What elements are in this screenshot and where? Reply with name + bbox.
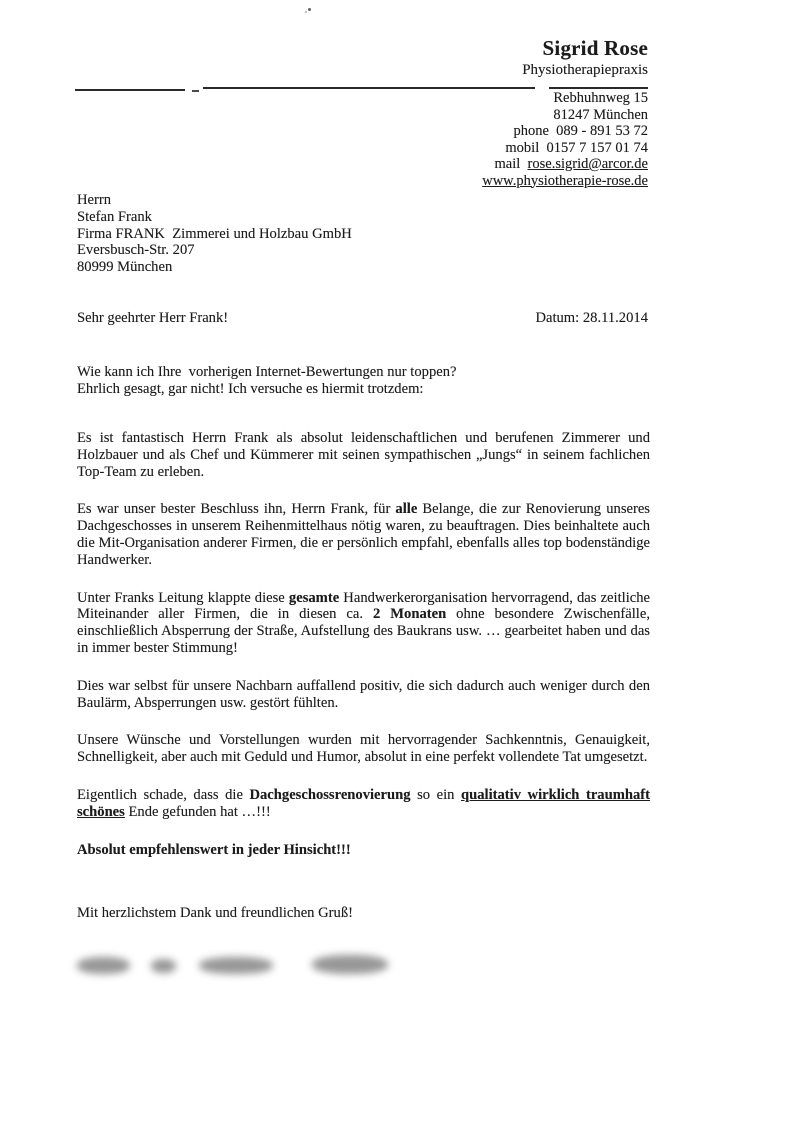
mobile-label: mobil bbox=[505, 139, 540, 156]
text-segment: Ende gefunden hat …!!! bbox=[124, 803, 271, 820]
text-segment: Unter Franks Leitung klappte diese bbox=[77, 589, 289, 606]
paragraph bbox=[77, 732, 650, 766]
recipient-line: Eversbusch-Str. 207 bbox=[77, 242, 195, 259]
text-segment: gesamte bbox=[288, 589, 340, 606]
paragraph bbox=[77, 590, 650, 657]
text-segment: Es war unser bester Beschluss ihn, Herrn Frank, für bbox=[77, 501, 396, 518]
signature-stroke bbox=[199, 957, 273, 974]
paragraph bbox=[77, 787, 650, 821]
rule-segment bbox=[75, 89, 185, 91]
mail-label: mail bbox=[494, 156, 521, 172]
recipient-line: Herrn bbox=[77, 192, 112, 208]
date-line: Datum: 28.11.2014 bbox=[535, 310, 648, 326]
text-segment: Belange, die zur Renovierung unseres Dachgeschosses in unserem Reihenmittelhaus nötig waren, zu beauftragen. Dies beinhaltete auch die Mit-Organisation anderer Firmen, die er persönlich empfahl, ebenfalls alles top bodenständige Handwerker. bbox=[77, 501, 650, 568]
recipient-block bbox=[77, 192, 352, 276]
text-segment: Dachgeschossrenovierung bbox=[249, 786, 411, 803]
paragraph bbox=[77, 842, 650, 859]
text-segment: Handwerkerorganisation hervorragend, das zeitliche Miteinander aller Firmen, die in diesen ca. bbox=[77, 589, 650, 623]
sender-street: Rebhuhnweg 15 bbox=[553, 90, 648, 106]
text-segment: alle bbox=[395, 501, 418, 518]
sender-name: Sigrid Rose bbox=[542, 36, 648, 60]
text-segment: Unsere Wünsche und Vorstellungen wurden mit hervorragender Sachkenntnis, Genauigkeit, Schnelligkeit, aber auch mit Geduld und Humor, absolut in eine perfekt vollendete Tat umgesetzt. bbox=[77, 732, 650, 766]
website-link: www.physiotherapie-rose.de bbox=[482, 172, 648, 189]
sender-phone bbox=[482, 123, 648, 140]
sender-mobile bbox=[482, 140, 648, 157]
sender-profession: Physiotherapiepraxis bbox=[522, 62, 648, 78]
scan-speck bbox=[308, 8, 311, 11]
signature-stroke bbox=[312, 955, 388, 974]
intro-line: Ehrlich gesagt, gar nicht! Ich versuche es hiermit trotzdem: bbox=[77, 381, 424, 397]
email-link: rose.sigrid@arcor.de bbox=[527, 156, 648, 172]
signature-stroke bbox=[151, 959, 176, 973]
phone-label: phone bbox=[513, 123, 549, 139]
text-segment: qualitativ wirklich traumhaft schönes bbox=[77, 786, 651, 820]
mobile-number: 0157 7 157 01 74 bbox=[546, 139, 648, 156]
paragraph bbox=[77, 501, 650, 568]
recipient-line: Firma FRANK Zimmerei und Holzbau GmbH bbox=[77, 225, 352, 242]
text-segment: Es ist fantastisch Herrn Frank als absolut leidenschaftlichen und berufenen Zimmerer und Holzbauer und als Chef und Kümmerer mit seinen sympathischen „Jungs“ in seinem fachlichen Top-Team zu erleben. bbox=[77, 430, 650, 480]
letter-body bbox=[77, 430, 650, 879]
sender-email bbox=[482, 156, 648, 173]
header-rule bbox=[75, 86, 648, 90]
text-segment: Absolut empfehlenswert in jeder Hinsicht!!! bbox=[77, 841, 351, 858]
recipient-line: 80999 München bbox=[77, 259, 173, 276]
sender-city: 81247 München bbox=[553, 106, 648, 123]
phone-number: 089 - 891 53 72 bbox=[556, 123, 648, 139]
text-segment: 2 Monaten bbox=[372, 606, 447, 623]
text-segment: Dies war selbst für unsere Nachbarn auffallend positiv, die sich dadurch auch weniger durch den Baulärm, Absperrungen usw. gestört fühlten. bbox=[77, 677, 650, 711]
paragraph bbox=[77, 430, 650, 480]
text-segment: Eigentlich schade, dass die bbox=[77, 786, 250, 803]
intro-line: Wie kann ich Ihre vorherigen Internet-Bewertungen nur toppen? bbox=[77, 364, 457, 380]
paragraph bbox=[77, 678, 650, 712]
closing-line: Mit herzlichstem Dank und freundlichen Gruß! bbox=[77, 905, 353, 921]
text-segment: so ein bbox=[410, 786, 461, 803]
signature-stroke bbox=[77, 957, 130, 974]
rule-dash bbox=[192, 90, 199, 92]
salutation: Sehr geehrter Herr Frank! bbox=[77, 310, 229, 326]
text-segment: ohne besondere Zwischenfälle, einschließlich Absperrung der Straße, Aufstellung des Baukrans usw. … gearbeitet haben und das in immer bester Stimmung! bbox=[77, 606, 650, 656]
intro-block bbox=[77, 364, 457, 398]
sender-block bbox=[482, 36, 648, 189]
rule-segment bbox=[203, 87, 535, 89]
signature-blurred bbox=[77, 948, 388, 982]
salutation-row bbox=[77, 310, 648, 327]
recipient-line: Stefan Frank bbox=[77, 208, 152, 225]
rule-segment bbox=[549, 87, 648, 89]
